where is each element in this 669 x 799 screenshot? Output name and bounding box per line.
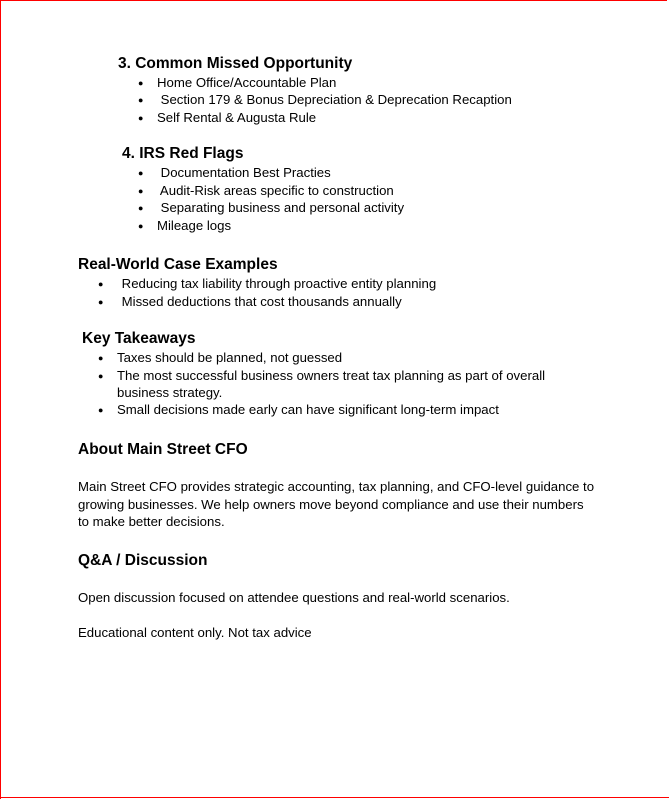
list-item-continuation: business strategy. [117, 385, 223, 400]
list-item: Mileage logs [157, 218, 232, 233]
section-heading-qa-discussion: Q&A / Discussion [78, 552, 208, 569]
list-item: The most successful business owners treat tax planning as part of overall [117, 368, 546, 383]
section-heading-irs-red-flags: 4. IRS Red Flags [122, 145, 244, 162]
disclaimer-text: Educational content only. Not tax advice [78, 625, 312, 640]
list-item: Separating business and personal activity [157, 200, 405, 215]
page-border-bottom [0, 797, 669, 798]
about-paragraph: Main Street CFO provides strategic accounting, tax planning, and CFO-level guidance to growing businesses. We help owners move beyond compliance and use their numbers to make better decisions. [78, 479, 595, 530]
bullet-icon: ● [138, 78, 144, 88]
bullet-icon: ● [98, 405, 104, 415]
list-item: Taxes should be planned, not guessed [117, 350, 343, 365]
list-item: Section 179 & Bonus Depreciation & Deprecation Recaption [157, 92, 512, 107]
section-heading-common-missed-opportunity: 3. Common Missed Opportunity [118, 55, 353, 72]
bullet-icon: ● [98, 371, 104, 381]
bullet-icon: ● [138, 203, 144, 213]
page-border-top [0, 0, 667, 1]
bullet-icon: ● [138, 168, 144, 178]
bullet-icon: ● [98, 353, 104, 363]
section-heading-real-world-case-examples: Real-World Case Examples [78, 256, 278, 273]
bullet-icon: ● [138, 186, 144, 196]
bullet-icon: ● [98, 297, 104, 307]
page-border-left [0, 0, 1, 799]
bullet-icon: ● [138, 95, 144, 105]
list-item: Documentation Best Practies [157, 165, 331, 180]
list-item: Self Rental & Augusta Rule [157, 110, 317, 125]
list-item: Small decisions made early can have significant long-term impact [117, 402, 499, 417]
list-item: Audit-Risk areas specific to construction [157, 183, 394, 198]
list-item: Missed deductions that cost thousands annually [118, 294, 402, 309]
bullet-icon: ● [98, 279, 104, 289]
bullet-icon: ● [138, 113, 144, 123]
list-item: Reducing tax liability through proactive entity planning [118, 276, 437, 291]
list-item: Home Office/Accountable Plan [157, 75, 337, 90]
section-heading-about: About Main Street CFO [78, 441, 248, 458]
bullet-icon: ● [138, 221, 144, 231]
section-heading-key-takeaways: Key Takeaways [82, 330, 196, 347]
qa-paragraph: Open discussion focused on attendee questions and real-world scenarios. [78, 590, 510, 605]
